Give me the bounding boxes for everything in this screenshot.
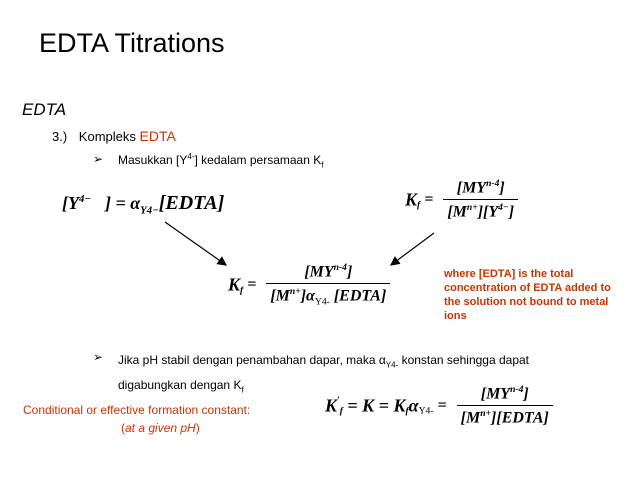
eq3-equals: =: [243, 275, 257, 293]
point-number: 3.): [52, 129, 68, 144]
eq4-lhs-sub: f: [339, 405, 343, 417]
eq4-numerator: [MY$^{n-4}$]: [480, 384, 529, 403]
eq4-prime: ′: [337, 395, 340, 407]
eq4-fraction-bar: [457, 405, 553, 406]
eq4-equals: =: [433, 396, 447, 414]
bullet1-suffix: ] kedalam persamaan K: [194, 153, 322, 167]
eq2-denominator: $[M^{n+}][Y^{4-}]$: [447, 202, 515, 221]
equation-kf-substituted: [228, 262, 390, 308]
eq4-alpha-sub: Y4-: [418, 405, 434, 417]
conditional-line2: (at a given pH): [121, 421, 200, 435]
eq4-lhs: K: [325, 395, 338, 416]
equation-conditional: [325, 384, 553, 428]
eq1-equals-alpha: = α: [110, 193, 141, 213]
arrow-right: [391, 233, 434, 265]
bullet1-sup: 4-: [187, 152, 195, 161]
point-text: Kompleks: [78, 129, 140, 144]
slide-subtitle: EDTA: [22, 100, 67, 119]
eq1-rhs: [EDTA]: [158, 192, 225, 214]
bullet-arrow-icon: ➢: [93, 152, 104, 166]
eq3-numerator: [MY$^{n-4}$]: [304, 262, 353, 281]
conditional-line1: Conditional or effective formation constant:: [23, 403, 251, 417]
eq2-lhs-sub: f: [417, 199, 421, 211]
conditional-label: [23, 401, 250, 437]
eq1-lhs-sup: 4−: [79, 193, 91, 205]
eq3-lhs: K: [228, 274, 241, 295]
eq2-equals: =: [420, 190, 434, 208]
eq2-numerator: [MY$^{n-4}$]: [456, 178, 505, 197]
bullet2-line2: digabungkan dengan $K_f$: [118, 378, 244, 395]
bullet1-prefix: Masukkan [Y: [118, 153, 188, 167]
eq4-alpha: α: [408, 395, 419, 416]
arrow-left: [165, 222, 226, 265]
eq3-fraction-bar: [266, 283, 390, 284]
eq4-mid-sub: f: [405, 405, 409, 417]
point-highlight: EDTA: [139, 128, 176, 144]
eq1-alpha-sub: Y4−: [140, 204, 159, 217]
edta-note: where [EDTA] is the total concentration of EDTA added to the solution not bound to metal ions: [444, 268, 611, 322]
eq3-lhs-sub: f: [240, 284, 244, 296]
eq1-lhs: [Y: [62, 193, 79, 213]
eq4-denominator: $[M^{n+}][EDTA]$: [460, 408, 549, 427]
eq3-denominator: $[M^{n+}]\alpha_{Y4-}$ [EDTA]: [270, 286, 387, 308]
bullet-arrow-icon-2: ➢: [93, 350, 104, 364]
eq4-mid: = K = K: [342, 395, 406, 416]
bullet1-sub: f: [321, 160, 324, 170]
eq4-fraction: [457, 384, 553, 428]
bullet2-line1: Jika pH stabil dengan penambahan dapar, maka $\alpha_{Y4-}$ konstan sehingga dapat: [118, 353, 530, 370]
slide-title: EDTA Titrations: [39, 28, 225, 58]
eq1-lhs-close: ]: [104, 193, 111, 213]
eq2-lhs: K: [405, 189, 418, 210]
eq3-fraction: [266, 262, 390, 308]
